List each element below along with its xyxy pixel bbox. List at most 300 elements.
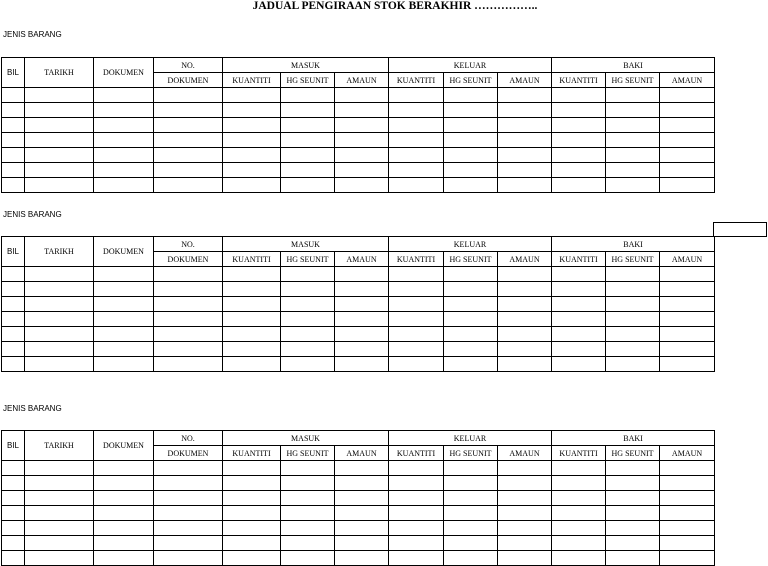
table-cell <box>154 521 223 536</box>
col-group-header: KELUAR <box>389 237 552 252</box>
table-cell <box>552 312 606 327</box>
col-group-header: KELUAR <box>389 58 552 73</box>
table-cell <box>389 491 444 506</box>
table-cell <box>154 103 223 118</box>
table-row <box>2 282 715 297</box>
table-cell <box>2 342 25 357</box>
table-cell <box>498 536 552 551</box>
table-cell <box>25 342 94 357</box>
table-cell <box>552 118 606 133</box>
table-cell <box>25 521 94 536</box>
table-cell <box>281 178 335 193</box>
section-label-1: JENIS BARANG <box>3 30 62 39</box>
table-cell <box>154 357 223 372</box>
table-cell <box>281 103 335 118</box>
table-cell <box>223 267 281 282</box>
table-cell <box>281 88 335 103</box>
table-cell <box>335 551 389 566</box>
table-cell <box>660 267 715 282</box>
table-cell <box>2 282 25 297</box>
table-cell <box>606 118 660 133</box>
table-cell <box>389 282 444 297</box>
table-row <box>2 327 715 342</box>
table-cell <box>660 536 715 551</box>
table-cell <box>444 521 498 536</box>
table-cell <box>552 178 606 193</box>
table-cell <box>498 551 552 566</box>
table-cell <box>498 461 552 476</box>
table-cell <box>552 461 606 476</box>
stock-table-1 <box>1 57 715 193</box>
col-header-no-dokumen: DOKUMEN <box>154 73 223 88</box>
table-cell <box>335 163 389 178</box>
table-row <box>2 163 715 178</box>
table-cell <box>335 267 389 282</box>
table-cell <box>660 342 715 357</box>
table-cell <box>223 297 281 312</box>
table-cell <box>154 178 223 193</box>
table-cell <box>154 133 223 148</box>
table-cell <box>154 461 223 476</box>
table-cell <box>25 297 94 312</box>
table-cell <box>606 506 660 521</box>
stock-table-2 <box>1 236 715 372</box>
table-cell <box>281 163 335 178</box>
table-cell <box>335 312 389 327</box>
table-cell <box>281 312 335 327</box>
table-cell <box>552 148 606 163</box>
table-cell <box>223 491 281 506</box>
table-cell <box>389 342 444 357</box>
table-cell <box>552 163 606 178</box>
table-cell <box>498 178 552 193</box>
table-cell <box>444 103 498 118</box>
table-cell <box>606 267 660 282</box>
table-cell <box>606 282 660 297</box>
table-cell <box>281 506 335 521</box>
table-cell <box>552 536 606 551</box>
table-cell <box>606 88 660 103</box>
table-cell <box>444 536 498 551</box>
table-cell <box>2 536 25 551</box>
side-box <box>713 222 767 237</box>
table-cell <box>223 521 281 536</box>
table-cell <box>660 163 715 178</box>
table-cell <box>606 312 660 327</box>
table-cell <box>335 133 389 148</box>
table-cell <box>389 297 444 312</box>
table-row <box>2 342 715 357</box>
col-group-header: MASUK <box>223 431 389 446</box>
table-cell <box>335 461 389 476</box>
table-cell <box>154 476 223 491</box>
table-cell <box>606 521 660 536</box>
table-cell <box>2 118 25 133</box>
table-cell <box>389 88 444 103</box>
col-subheader: KUANTITI <box>223 252 281 267</box>
table-cell <box>154 267 223 282</box>
table-cell <box>498 118 552 133</box>
table-row <box>2 521 715 536</box>
table-cell <box>498 267 552 282</box>
table-cell <box>94 163 154 178</box>
table-cell <box>660 327 715 342</box>
table-cell <box>660 312 715 327</box>
table-cell <box>389 476 444 491</box>
table-cell <box>25 103 94 118</box>
table-cell <box>606 357 660 372</box>
table-cell <box>94 506 154 521</box>
table-cell <box>444 163 498 178</box>
table-cell <box>606 342 660 357</box>
table-cell <box>444 461 498 476</box>
table-cell <box>498 506 552 521</box>
table-cell <box>154 491 223 506</box>
table-cell <box>94 491 154 506</box>
col-subheader: AMAUN <box>498 446 552 461</box>
table-cell <box>2 312 25 327</box>
col-header-dokumen: DOKUMEN <box>94 237 154 267</box>
table-cell <box>281 267 335 282</box>
table-cell <box>498 282 552 297</box>
table-cell <box>444 506 498 521</box>
table-cell <box>552 282 606 297</box>
col-group-header: BAKI <box>552 431 715 446</box>
table-cell <box>154 327 223 342</box>
table-cell <box>281 521 335 536</box>
col-group-header: BAKI <box>552 58 715 73</box>
table-cell <box>2 178 25 193</box>
table-cell <box>94 267 154 282</box>
table-cell <box>552 133 606 148</box>
table-cell <box>223 476 281 491</box>
table-cell <box>606 103 660 118</box>
table-cell <box>660 118 715 133</box>
table-cell <box>2 297 25 312</box>
table-cell <box>2 491 25 506</box>
table-cell <box>2 357 25 372</box>
table-row <box>2 506 715 521</box>
table-cell <box>25 178 94 193</box>
table-cell <box>2 521 25 536</box>
table-cell <box>2 148 25 163</box>
table-cell <box>25 327 94 342</box>
table-cell <box>552 297 606 312</box>
col-subheader: KUANTITI <box>389 252 444 267</box>
table-cell <box>281 461 335 476</box>
table-cell <box>2 461 25 476</box>
table-cell <box>154 148 223 163</box>
col-header-tarikh: TARIKH <box>25 237 94 267</box>
col-subheader: HG SEUNIT <box>281 252 335 267</box>
col-subheader: KUANTITI <box>223 446 281 461</box>
table-row <box>2 551 715 566</box>
table-cell <box>25 461 94 476</box>
table-cell <box>94 103 154 118</box>
col-header-bil: BIL <box>2 58 25 88</box>
table-cell <box>606 476 660 491</box>
col-subheader: KUANTITI <box>552 252 606 267</box>
col-subheader: AMAUN <box>498 252 552 267</box>
table-cell <box>223 536 281 551</box>
table-cell <box>444 551 498 566</box>
table-cell <box>25 118 94 133</box>
table-cell <box>223 551 281 566</box>
col-subheader: HG SEUNIT <box>281 73 335 88</box>
col-subheader: KUANTITI <box>552 73 606 88</box>
table-cell <box>335 536 389 551</box>
table-cell <box>606 551 660 566</box>
table-cell <box>94 551 154 566</box>
table-cell <box>335 148 389 163</box>
col-subheader: HG SEUNIT <box>444 73 498 88</box>
col-subheader: AMAUN <box>335 73 389 88</box>
table-cell <box>154 163 223 178</box>
table-cell <box>444 312 498 327</box>
table-cell <box>606 491 660 506</box>
col-group-header: MASUK <box>223 58 389 73</box>
table-cell <box>154 282 223 297</box>
table-cell <box>389 118 444 133</box>
table-cell <box>281 148 335 163</box>
table-cell <box>2 476 25 491</box>
table-cell <box>498 491 552 506</box>
col-header-no-dokumen: DOKUMEN <box>154 252 223 267</box>
section-label-2: JENIS BARANG <box>3 210 62 219</box>
table-cell <box>552 506 606 521</box>
table-cell <box>389 267 444 282</box>
col-subheader: HG SEUNIT <box>281 446 335 461</box>
table-cell <box>25 312 94 327</box>
table-cell <box>25 88 94 103</box>
table-cell <box>389 327 444 342</box>
col-subheader: HG SEUNIT <box>606 252 660 267</box>
table-cell <box>94 357 154 372</box>
table-cell <box>223 327 281 342</box>
table-cell <box>444 491 498 506</box>
table-cell <box>94 282 154 297</box>
table-row <box>2 267 715 282</box>
table-cell <box>660 521 715 536</box>
col-subheader: HG SEUNIT <box>606 446 660 461</box>
table-cell <box>552 327 606 342</box>
table-cell <box>94 148 154 163</box>
table-cell <box>281 297 335 312</box>
section-label-3: JENIS BARANG <box>3 404 62 413</box>
table-cell <box>552 342 606 357</box>
table-cell <box>281 551 335 566</box>
table-cell <box>389 521 444 536</box>
col-header-no: NO. <box>154 237 223 252</box>
col-header-dokumen: DOKUMEN <box>94 58 154 88</box>
table-row <box>2 178 715 193</box>
col-header-no-dokumen: DOKUMEN <box>154 446 223 461</box>
table-cell <box>444 342 498 357</box>
table-cell <box>94 461 154 476</box>
table-row <box>2 461 715 476</box>
col-subheader: KUANTITI <box>389 446 444 461</box>
table-cell <box>389 178 444 193</box>
table-row <box>2 476 715 491</box>
table-cell <box>94 521 154 536</box>
table-cell <box>223 148 281 163</box>
table-cell <box>94 178 154 193</box>
table-cell <box>498 521 552 536</box>
table-cell <box>389 148 444 163</box>
table-cell <box>335 476 389 491</box>
table-cell <box>606 163 660 178</box>
col-subheader: HG SEUNIT <box>606 73 660 88</box>
table-cell <box>223 312 281 327</box>
table-cell <box>498 476 552 491</box>
table-cell <box>223 103 281 118</box>
table-cell <box>498 163 552 178</box>
table-cell <box>660 357 715 372</box>
table-cell <box>660 282 715 297</box>
table-cell <box>154 312 223 327</box>
table-cell <box>335 297 389 312</box>
col-subheader: AMAUN <box>660 252 715 267</box>
col-subheader: AMAUN <box>335 446 389 461</box>
table-cell <box>498 327 552 342</box>
table-cell <box>444 476 498 491</box>
table-cell <box>281 327 335 342</box>
table-cell <box>389 551 444 566</box>
table-cell <box>660 178 715 193</box>
table-cell <box>552 357 606 372</box>
table-cell <box>94 342 154 357</box>
table-cell <box>606 327 660 342</box>
table-cell <box>25 163 94 178</box>
table-cell <box>154 506 223 521</box>
table-cell <box>389 163 444 178</box>
table-cell <box>335 357 389 372</box>
table-row <box>2 357 715 372</box>
table-cell <box>94 536 154 551</box>
table-cell <box>498 312 552 327</box>
table-cell <box>223 133 281 148</box>
table-cell <box>606 536 660 551</box>
table-cell <box>25 267 94 282</box>
table-cell <box>389 461 444 476</box>
col-header-bil: BIL <box>2 237 25 267</box>
table-cell <box>552 267 606 282</box>
col-header-dokumen: DOKUMEN <box>94 431 154 461</box>
table-cell <box>498 297 552 312</box>
table-cell <box>25 536 94 551</box>
table-cell <box>660 148 715 163</box>
col-subheader: AMAUN <box>498 73 552 88</box>
table-cell <box>660 103 715 118</box>
table-row <box>2 133 715 148</box>
table-cell <box>660 88 715 103</box>
table-cell <box>223 461 281 476</box>
col-subheader: AMAUN <box>335 252 389 267</box>
col-header-tarikh: TARIKH <box>25 431 94 461</box>
table-cell <box>444 118 498 133</box>
table-cell <box>444 357 498 372</box>
table-row <box>2 536 715 551</box>
table-cell <box>335 327 389 342</box>
col-subheader: KUANTITI <box>223 73 281 88</box>
table-cell <box>223 88 281 103</box>
table-cell <box>2 327 25 342</box>
table-cell <box>335 88 389 103</box>
table-cell <box>223 506 281 521</box>
table-cell <box>2 103 25 118</box>
table-cell <box>223 282 281 297</box>
table-cell <box>389 506 444 521</box>
col-subheader: HG SEUNIT <box>444 446 498 461</box>
table-cell <box>281 491 335 506</box>
table-cell <box>660 476 715 491</box>
table-cell <box>606 148 660 163</box>
table-row <box>2 148 715 163</box>
table-cell <box>281 476 335 491</box>
table-cell <box>389 312 444 327</box>
table-cell <box>223 163 281 178</box>
col-header-no: NO. <box>154 431 223 446</box>
table-cell <box>335 342 389 357</box>
table-cell <box>389 536 444 551</box>
table-row <box>2 312 715 327</box>
table-cell <box>660 297 715 312</box>
table-cell <box>660 551 715 566</box>
table-cell <box>281 357 335 372</box>
table-cell <box>94 133 154 148</box>
table-cell <box>660 506 715 521</box>
table-row <box>2 88 715 103</box>
table-cell <box>223 357 281 372</box>
table-cell <box>444 178 498 193</box>
table-cell <box>223 178 281 193</box>
table-cell <box>94 327 154 342</box>
table-cell <box>660 133 715 148</box>
col-subheader: KUANTITI <box>552 446 606 461</box>
col-header-no: NO. <box>154 58 223 73</box>
table-cell <box>94 476 154 491</box>
table-cell <box>281 118 335 133</box>
table-cell <box>660 491 715 506</box>
table-cell <box>154 551 223 566</box>
table-cell <box>660 461 715 476</box>
table-cell <box>25 506 94 521</box>
table-cell <box>154 342 223 357</box>
table-cell <box>223 342 281 357</box>
table-cell <box>281 342 335 357</box>
table-row <box>2 491 715 506</box>
table-cell <box>223 118 281 133</box>
table-cell <box>94 297 154 312</box>
table-cell <box>25 282 94 297</box>
table-cell <box>335 282 389 297</box>
table-cell <box>281 536 335 551</box>
table-row <box>2 103 715 118</box>
col-header-bil: BIL <box>2 431 25 461</box>
table-cell <box>154 536 223 551</box>
table-row <box>2 118 715 133</box>
table-cell <box>2 88 25 103</box>
table-cell <box>606 133 660 148</box>
table-row <box>2 297 715 312</box>
table-cell <box>552 88 606 103</box>
table-cell <box>606 297 660 312</box>
table-cell <box>25 148 94 163</box>
table-cell <box>2 551 25 566</box>
table-cell <box>2 163 25 178</box>
table-cell <box>2 133 25 148</box>
table-cell <box>335 178 389 193</box>
